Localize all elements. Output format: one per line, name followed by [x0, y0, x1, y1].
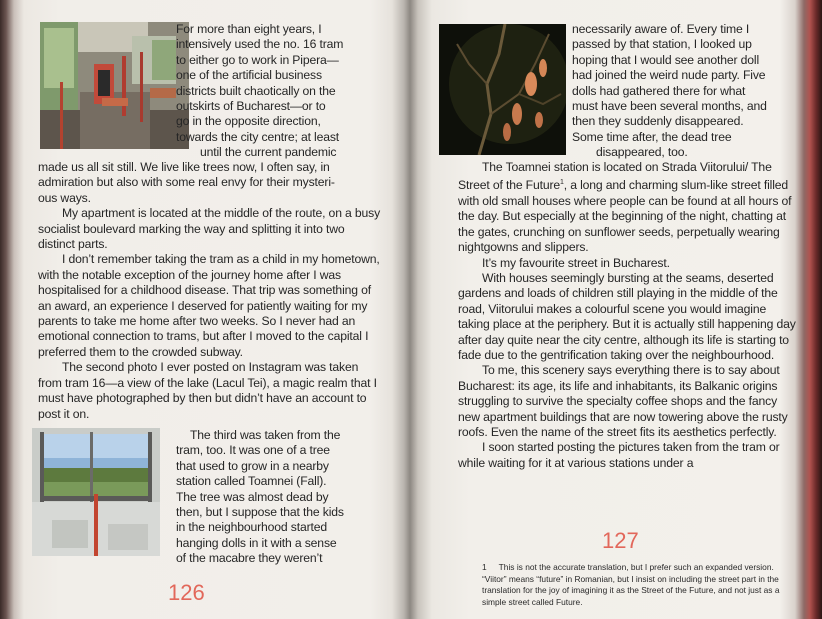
intro-line: Some time after, the dead tree [572, 129, 732, 144]
page-number: 127 [602, 528, 639, 553]
wrap-line: in the neighbourhood started [176, 520, 327, 535]
intro-line: must have been several months, and [572, 99, 767, 114]
page-number: 126 [168, 580, 205, 605]
street-description-text: , a long and charming slum-like street filled with old small houses where people can be found at all hours of the day. But especially at the beginning of the night, chatting at the gates, crunching on sunflower seeds, perpetually wearing nightgowns and slippers. [458, 178, 792, 255]
left-body-text [38, 160, 383, 422]
intro-line: one of the artificial business [176, 68, 322, 83]
paragraph-bucharest-scenery: To me, this scenery says everything there is to say about Bucharest: its age, its life and inhabitants, its Balkanic origins struggling to survive the specialty coffee shops and the fancy new apartment buildings that are now towering above the rusty roofs. Even the name of the street fits its aesthetics perfectly. [458, 363, 788, 439]
intro-line: dolls had gathered there for what [572, 83, 746, 98]
footnote-text: This is not the accurate translation, but I prefer such an expanded version. “Viitor” means “future” in Romanian, but I insist on including the street part in the translation for the joy of imagining it as the Street of the Future, and not just as a simple street called Future. [482, 562, 780, 607]
wrap-line: then, but I suppose that the kids [176, 505, 344, 520]
paragraph-apartment: My apartment is located at the middle of the route, on a busy socialist boulevard marking the way and splitting it into two distinct parts. [38, 206, 381, 252]
body-line: made us all sit still. We live like trees now, I often say, in [38, 160, 330, 174]
intro-wrap-text [176, 22, 386, 161]
paragraph-childhood: I don’t remember taking the tram as a child in my hometown, with the notable exception of the journey home after I was hospitalised for a childhood disease. That trip was something of an award, an experience I deserved for patiently waiting for my parents to take me home after two weeks. So I never had an emotional connection to trams, but after I moved to the capital I preferred them to the crowded subway. [38, 252, 380, 359]
wrap-line: of the macabre they weren’t [176, 551, 323, 566]
footnote-number: 1 [482, 562, 487, 572]
wrap-line: The tree was almost dead by [176, 489, 329, 504]
tree-with-dolls-photo [439, 24, 566, 155]
body-line: ous ways. [38, 190, 91, 205]
paragraph-posting-pictures: I soon started posting the pictures taken from the tram or while waiting for it at various stations under a [458, 440, 780, 470]
intro-line: For more than eight years, I [176, 22, 322, 36]
paragraph-viitorului: With houses seemingly bursting at the seams, deserted gardens and loads of children still playing in the middle of the road, Viitorului makes a colourful scene you would imagine taking place at the periphery. But it is actually still happening day after day quite near the city centre, although its life is starting to fade due to the gentrification taking over the neighbourhood. [458, 270, 796, 362]
intro-line: to either go to work in Pipera— [176, 52, 339, 67]
night-tree-image [439, 24, 566, 155]
intro-line: then they suddenly disappeared. [572, 114, 744, 129]
wrap-line: The third was taken from the [190, 428, 341, 442]
wrap-line: that used to grow in a nearby [176, 458, 329, 473]
body-line: admiration but also with some real envy for their mysteri- [38, 175, 335, 190]
lake-view-image [32, 428, 160, 556]
intro-line: necessarily aware of. Every time I [572, 22, 750, 36]
intro-line: until the current pandemic [200, 145, 337, 160]
intro-line: districts built chaotically on the [176, 83, 336, 98]
intro-line: towards the city centre; at least [176, 129, 340, 144]
intro-line: outskirts of Bucharest—or to [176, 99, 326, 114]
tree-dolls-wrap-text [176, 428, 386, 567]
right-page [420, 0, 800, 619]
wrap-line: station called Toamnei (Fall). [176, 474, 327, 489]
footnote-marker: 1 [560, 179, 564, 187]
paragraph-favourite-street: It’s my favourite street in Bucharest. [482, 255, 670, 270]
intro-line: intensively used the no. 16 tram [176, 37, 344, 52]
paragraph-toamnei-station [458, 160, 798, 256]
paragraph-instagram: The second photo I ever posted on Instagram was taken from tram 16—a view of the lake (Lacul Tei), a magic realm that I must have photographed by then but didn’t have an account to post it on. [38, 360, 377, 421]
tram-interior-image [40, 22, 189, 149]
intro-line: passed by that station, I looked up [572, 37, 752, 52]
tram-window-lake-photo [32, 428, 160, 556]
intro-line: go in the opposite direction, [176, 114, 321, 129]
tram-interior-photo [40, 22, 189, 149]
intro-line: disappeared, too. [596, 145, 688, 160]
footnote [482, 562, 784, 608]
street-of-future-text: The Toamnei station is located on Strada Viitorului/ The Street of the Future [458, 160, 772, 193]
intro-wrap-text [572, 22, 792, 161]
wrap-line: tram, too. It was one of a tree [176, 443, 330, 458]
intro-line: hoping that I would see another doll [572, 52, 760, 67]
left-page [20, 0, 400, 619]
wrap-line: hanging dolls in it with a sense [176, 535, 337, 550]
intro-line: had joined the weird nude party. Five [572, 68, 766, 83]
right-body-text [458, 160, 798, 471]
